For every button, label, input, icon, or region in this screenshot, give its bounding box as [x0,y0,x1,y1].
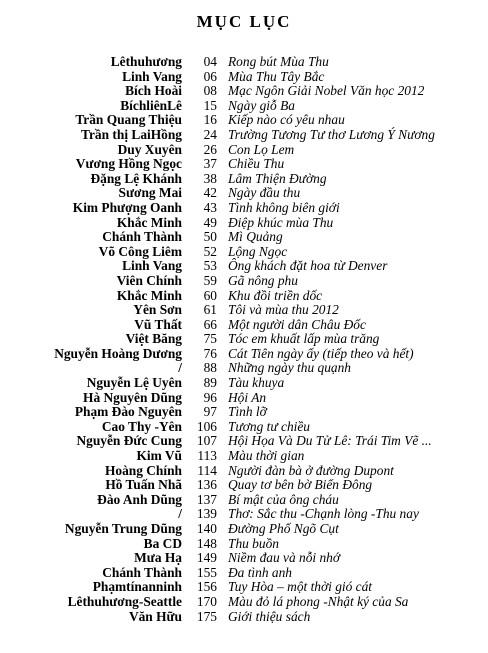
entry-title: Tương tư chiều [228,418,311,434]
entry-page-number: 37 [203,156,217,172]
toc-entry [0,537,488,552]
toc-entry [0,172,488,187]
toc-list [0,55,488,624]
toc-entry [0,347,488,362]
entry-author: Phạmtínanninh [92,579,182,595]
entry-title: Mạc Ngôn Giải Nobel Văn học 2012 [228,83,425,99]
toc-entry [0,522,488,537]
entry-author: Chánh Thành [102,229,182,245]
entry-page-number: 04 [203,54,217,69]
entry-page-number: 08 [203,83,217,99]
toc-entry [0,420,488,435]
entry-author: Linh Vang [122,258,182,274]
entry-author: Chánh Thành [102,564,182,580]
entry-page-number: 49 [203,214,217,230]
entry-title: Mì Quảng [228,229,283,245]
entry-page-number: 139 [196,506,217,522]
entry-page-number: 136 [196,477,217,493]
toc-entry [0,157,488,172]
entry-page-number: 66 [203,316,217,332]
entry-author: Nguyễn Hoàng Dương [54,345,182,361]
entry-author: Bích Hoài [125,83,182,99]
entry-author: Nguyễn Lệ Uyên [86,375,182,391]
entry-page-number: 156 [196,579,217,595]
entry-page-number: 148 [196,535,217,551]
entry-author: Linh Vang [122,68,182,84]
entry-page-number: 149 [196,550,217,566]
entry-title: Tóc em khuất lấp mùa trăng [228,331,380,347]
entry-author: Việt Băng [125,331,182,347]
entry-title: Thu buồn [228,535,279,551]
entry-author: Vũ Thất [134,316,182,332]
entry-title: Chiều Thu [228,156,285,172]
entry-author: Đào Anh Dũng [97,491,182,507]
entry-page-number: 52 [203,243,217,259]
entry-title: Những ngày thu quạnh [228,360,351,376]
entry-title: Màu đỏ lá phong -Nhật ký của Sa [228,593,409,609]
toc-entry [0,55,488,70]
entry-title: Đa tình anh [228,564,292,580]
toc-entry [0,274,488,289]
toc-entry [0,245,488,260]
entry-page-number: 42 [203,185,217,201]
toc-entry [0,376,488,391]
entry-page-number: 113 [197,448,217,464]
toc-entry [0,434,488,449]
entry-title: Tôi và mùa thu 2012 [228,302,339,318]
entry-page-number: 170 [196,593,217,609]
entry-title: Điệp khúc mùa Thu [228,214,334,230]
toc-entry [0,99,488,114]
entry-title: Thơ: Sắc thu -Chạnh lòng -Thu nay [228,506,419,522]
entry-page-number: 89 [203,375,217,391]
entry-author: / [178,360,182,376]
entry-title: Gã nông phu [228,272,298,288]
entry-author: Cao Thy -Yên [101,418,182,434]
entry-page-number: 26 [203,141,217,157]
toc-entry [0,186,488,201]
toc-entry [0,551,488,566]
toc-entry [0,128,488,143]
toc-entry [0,391,488,406]
entry-author: Nguyễn Đức Cung [76,433,182,449]
entry-title: Kiếp nào có yêu nhau [228,112,345,128]
entry-page-number: 106 [196,418,217,434]
toc-entry [0,449,488,464]
entry-page-number: 16 [203,112,217,128]
entry-page-number: 06 [203,68,217,84]
entry-page-number: 114 [197,462,217,478]
entry-page-number: 107 [196,433,217,449]
entry-author: Ba CD [143,535,182,551]
entry-title: Tuy Hòa – một thời gió cát [228,579,373,595]
entry-title: Lộng Ngọc [228,243,288,259]
entry-author: Nguyễn Trung Dũng [64,521,182,536]
toc-entry [0,493,488,508]
entry-page-number: 76 [203,345,217,361]
entry-page-number: 75 [203,331,217,347]
entry-author: Lêthuhương-Seattle [67,593,182,609]
toc-entry [0,478,488,493]
entry-title: Ngày đầu thu [228,185,301,201]
entry-author: BíchliênLê [120,97,182,113]
entry-title: Mùa Thu Tây Bắc [228,68,325,84]
entry-title: Người đàn bà ở đường Dupont [228,462,394,478]
entry-page-number: 175 [196,608,217,624]
entry-page-number: 53 [203,258,217,274]
entry-page-number: 50 [203,229,217,245]
entry-author: Hà Nguyên Dũng [83,389,182,405]
entry-page-number: 43 [203,199,217,215]
toc-entry [0,318,488,333]
toc-entry [0,566,488,581]
entry-title: Bí mật của ông cháu [228,491,339,507]
entry-title: Hội Họa Và Du Tử Lê: Trái Tim Vẽ ... [228,433,432,449]
toc-entry [0,201,488,216]
entry-author: Lêthuhương [110,54,182,69]
toc-entry [0,113,488,128]
entry-author: Sương Mai [118,185,182,201]
toc-entry [0,289,488,304]
entry-title: Ông khách đặt hoa từ Denver [228,258,388,274]
entry-author: Mưa Hạ [134,550,182,566]
toc-entry [0,230,488,245]
entry-page-number: 140 [196,521,217,536]
entry-author: Kim Phượng Oanh [72,199,182,215]
toc-entry [0,84,488,99]
entry-author: / [178,506,182,522]
entry-author: Trần Quang Thiệu [75,112,182,128]
entry-title: Quay tơ bên bờ Biển Đông [228,477,373,493]
entry-title: Tình lỡ [228,404,267,420]
toc-entry [0,303,488,318]
toc-entry [0,361,488,376]
entry-page-number: 155 [196,564,217,580]
toc-entry [0,70,488,85]
entry-title: Cát Tiên ngày ấy (tiếp theo và hết) [228,345,414,361]
entry-title: Hội An [228,389,267,405]
entry-title: Khu đồi triền dốc [228,287,323,303]
entry-page-number: 137 [196,491,217,507]
entry-author: Văn Hữu [128,608,182,624]
entry-author: Yên Sơn [133,302,182,318]
toc-entry [0,580,488,595]
entry-title: Tàu khuya [228,375,285,391]
entry-author: Kim Vũ [136,448,182,464]
entry-author: Hồ Tuấn Nhã [105,477,182,493]
entry-page-number: 61 [203,302,217,318]
entry-author: Viên Chính [116,272,182,288]
entry-title: Tình không biên giới [228,199,340,215]
toc-entry [0,143,488,158]
page-title: MỤC LỤC [196,12,292,31]
entry-title: Đường Phố Ngõ Cụt [228,521,339,536]
entry-author: Võ Công Liêm [98,243,182,259]
toc-entry [0,216,488,231]
entry-author: Khắc Minh [116,287,182,303]
entry-page-number: 88 [203,360,217,376]
entry-author: Duy Xuyên [117,141,182,157]
entry-title: Rong bút Mùa Thu [228,54,329,69]
entry-page-number: 60 [203,287,217,303]
entry-title: Một người dân Châu Đốc [228,316,366,332]
toc-entry [0,405,488,420]
entry-page-number: 15 [203,97,217,113]
entry-author: Khắc Minh [116,214,182,230]
entry-page-number: 59 [203,272,217,288]
entry-title: Màu thời gian [228,448,305,464]
entry-page-number: 97 [203,404,217,420]
entry-title: Ngày giỗ Ba [228,97,295,113]
entry-author: Đặng Lệ Khánh [90,170,182,186]
toc-entry [0,507,488,522]
entry-title: Giới thiệu sách [228,608,311,624]
entry-author: Hoàng Chính [104,462,182,478]
toc-entry [0,464,488,479]
entry-page-number: 38 [203,170,217,186]
entry-title: Con Lọ Lem [228,141,295,157]
toc-entry [0,332,488,347]
toc-entry [0,610,488,625]
entry-page-number: 24 [203,126,217,142]
entry-page-number: 96 [203,389,217,405]
entry-title: Trường Tương Tư thơ Lương Ý Nương [228,126,435,142]
entry-title: Lâm Thiện Đường [228,170,327,186]
entry-author: Phạm Đào Nguyên [74,404,182,420]
entry-author: Vương Hồng Ngọc [75,156,182,172]
toc-entry [0,259,488,274]
entry-author: Trần thị LaiHồng [81,126,182,142]
toc-entry [0,595,488,610]
entry-title: Niềm đau và nỗi nhớ [228,550,341,566]
